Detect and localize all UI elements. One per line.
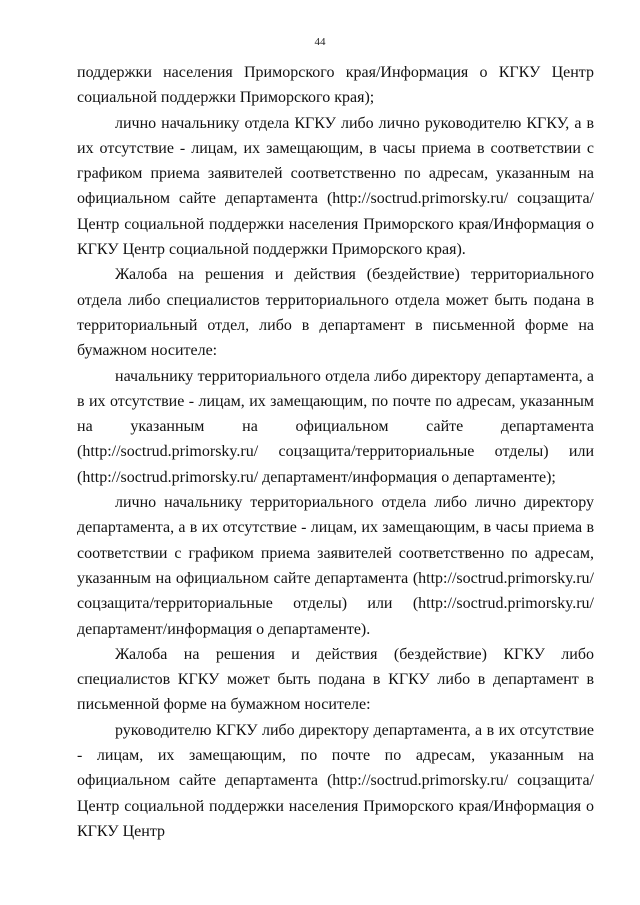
paragraph-continued: поддержки населения Приморского края/Информация о КГКУ Центр социальной поддержки Приморского края); xyxy=(77,64,594,107)
document-body xyxy=(77,60,594,844)
page-number: 44 xyxy=(314,36,326,48)
paragraph: лично начальнику отдела КГКУ либо лично руководителю КГКУ, а в их отсутствие - лицам, их замещающим, в часы приема в соответствии с графиком приема заявителей соответственно по адресам, указанным на официальном сайте департамента (http://soctrud.primorsky.ru/ соцзащита/Центр социальной поддержки населения Приморского края/Информация о КГКУ Центр социальной поддержки Приморского края). xyxy=(77,114,594,259)
paragraph: руководителю КГКУ либо директору департамента, а в их отсутствие - лицам, их замещающим, по почте по адресам, указанным на официальном сайте департамента (http://soctrud.primorsky.ru/ соцзащита/Центр социальной поддержки населения Приморского края/Информация о КГКУ Центр xyxy=(77,721,594,840)
paragraph: начальнику территориального отдела либо директору департамента, а в их отсутствие - лицам, их замещающим, по почте по адресам, указанным на указанным на официальном сайте департамента (http://soctrud.primorsky.ru/ соцзащита/территориальные отделы) или (http://soctrud.primorsky.ru/ департамент/информация о департаменте); xyxy=(77,367,594,486)
paragraph: лично начальнику территориального отдела либо лично директору департамента, а в их отсутствие - лицам, их замещающим, в часы приема в соответствии с графиком приема заявителей соответственно по адресам, указанным на официальном сайте департамента (http://soctrud.primorsky.ru/ соцзащита/территориальные отделы) или (http://soctrud.primorsky.ru/ департамент/информация о департаменте). xyxy=(77,494,594,638)
paragraph: Жалоба на решения и действия (бездействие) КГКУ либо специалистов КГКУ может быть подана в КГКУ либо в департамент в письменной форме на бумажном носителе: xyxy=(77,645,594,714)
paragraph: Жалоба на решения и действия (бездействие) территориального отдела либо специалистов территориального отдела может быть подана в территориальный отдел, либо в департамент в письменной форме на бумажном носителе: xyxy=(77,266,594,360)
